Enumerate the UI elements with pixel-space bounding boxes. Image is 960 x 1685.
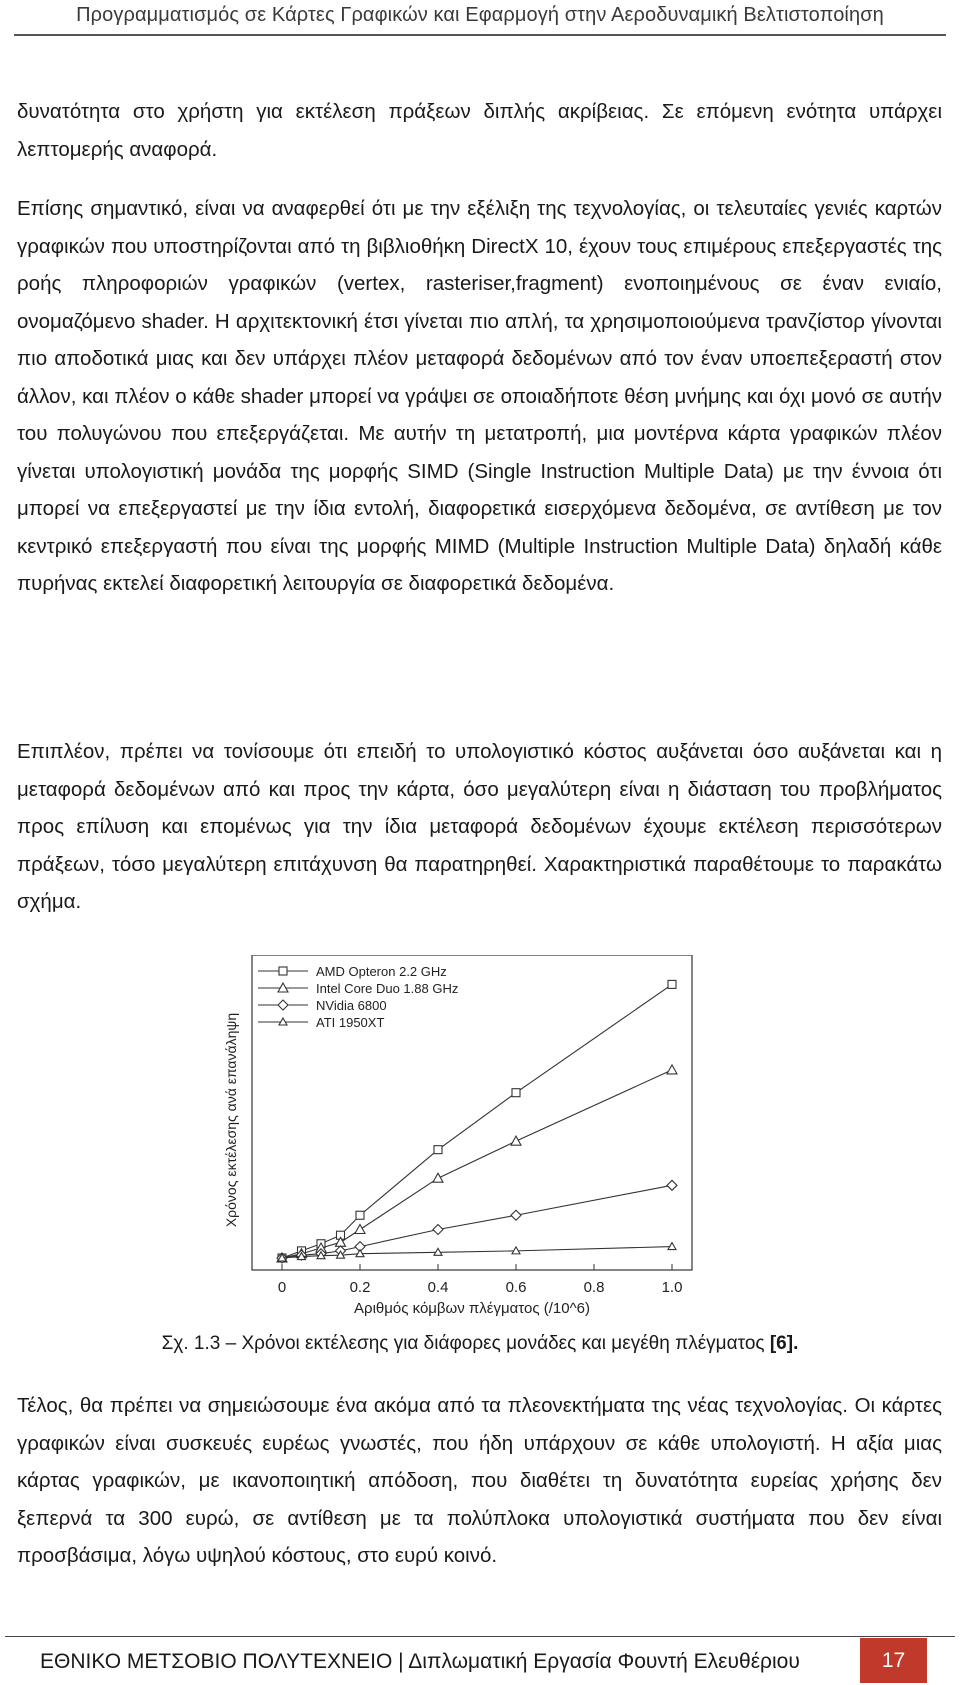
x-tick-label: 0.6	[505, 1279, 527, 1296]
footer-divider	[5, 1636, 955, 1637]
x-tick-label: 0	[277, 1279, 287, 1296]
data-point-square	[279, 967, 287, 975]
data-point-square	[356, 1211, 364, 1219]
series-3	[277, 1180, 677, 1263]
paragraph-1	[17, 93, 942, 168]
caption-reference: [6].	[769, 1333, 799, 1354]
data-point-square	[668, 980, 676, 988]
paragraph-text: Επίσης σημαντικό, είναι να αναφερθεί ότι με την εξέλιξη της τεχνολογίας, οι τελευταίες γενιές καρτών γραφικών που υποστηρίζονται από τη βιβλιοθήκη DirectX 10, έχουν τους επιμέρους επεξεργαστές της ροής πληροφοριών γραφικών (vertex, rasteriser,fragment) ενοποιημένους σε έναν ενιαίο, ονομαζόμενο shader. Η αρχιτεκτονική έτσι γίνεται πιο απλή, τα χρησιμοποιούμενα τρανζίστορ γίνονται πιο αποδοτικά μιας και δεν υπάρχει πλέον μεταφορά δεδομένων από τον έναν υποεπεξεραστή στον άλλον, και πλέον ο κάθε shader μπορεί να γράψει σε οποιαδήποτε θέση μνήμης και όχι μονό σε αυτήν του πολυγώνου που επεξεργάζεται. Με αυτήν τη μετατροπή, μια μοντέρνα κάρτα γραφικών πλέον γίνεται υπολογιστική μονάδα της μορφής SIMD (Single Instruction Multiple Data) με την έννοια ότι μπορεί να επεξεργαστεί με την ίδια εντολή, διαφορετικά εισερχόμενα δεδομένα, σε αντίθεση με τον κεντρικό επεξεργαστή που είναι της μορφής MIMD (Multiple Instruction Multiple Data) δηλαδή κάθε πυρήνας εκτελεί διαφορετική λειτουργία σε διαφορετικά δεδομένα.	[17, 197, 942, 595]
page-number: 17	[860, 1638, 927, 1683]
data-point-triangle	[667, 1065, 677, 1074]
paragraph-text: δυνατότητα στο χρήστη για εκτέλεση πράξεων διπλής ακρίβειας. Σε επόμενη ενότητα υπάρχει λεπτομερής αναφορά.	[17, 100, 942, 161]
legend-entry	[258, 964, 447, 979]
x-tick-label: 0.4	[427, 1279, 449, 1296]
data-point-square	[434, 1146, 442, 1154]
data-point-diamond	[511, 1210, 521, 1220]
legend-label: ATI 1950XT	[316, 1015, 385, 1030]
execution-time-chart	[220, 955, 720, 1325]
paragraph-text: Τέλος, θα πρέπει να σημειώσουμε ένα ακόμα από τα πλεονεκτήματα της νέας τεχνολογίας. Οι κάρτες γραφικών είναι συσκευές ευρέως γνωστές, που ήδη υπάρχουν σε κάθε υπολογιστή. Η αξία μιας κάρτας γραφικών, με ικανοποιητική απόδοση, που διαθέτει τη δυνατότητα ευρείας χρήσης δεν ξεπερνά τα 300 ευρώ, σε αντίθεση με τα πολύπλοκα υπολογιστικά συστήματα που δεν είναι προσβάσιμα, λόγω υψηλού κόστους, στο ευρύ κοινό.	[17, 1394, 942, 1567]
figure-caption	[0, 1333, 960, 1355]
legend-entry	[258, 998, 387, 1013]
page-header	[0, 0, 960, 38]
footer-text: ΕΘΝΙΚΟ ΜΕΤΣΟΒΙΟ ΠΟΛΥΤΕΧΝΕΙΟ | Διπλωματική Εργασία Φουντή Ελευθέριου	[40, 1650, 800, 1673]
legend-label: NVidia 6800	[316, 998, 387, 1013]
x-tick-label: 0.8	[583, 1279, 605, 1296]
y-axis-label: Χρόνος εκτέλεσης ανά επανάληψη	[223, 1012, 239, 1228]
chart-svg	[220, 955, 720, 1325]
x-axis-label: Αριθμός κόμβων πλέγματος (/10^6)	[354, 1300, 590, 1317]
legend-label: AMD Opteron 2.2 GHz	[316, 964, 447, 979]
paragraph-3	[17, 733, 942, 921]
x-tick-label: 1.0	[661, 1279, 683, 1296]
paragraph-2	[17, 190, 942, 603]
data-point-triangle	[433, 1173, 443, 1182]
paragraph-text: Επιπλέον, πρέπει να τονίσουμε ότι επειδή το υπολογιστικό κόστος αυξάνεται όσο αυξάνεται και η μεταφορά δεδομένων από και προς την κάρτα, όσο μεγαλύτερη είναι η διάσταση του προβλήματος προς επίλυση και επομένως για την ίδια μεταφορά δεδομένων έχουμε εκτέλεση περισσότερων πράξεων, τόσο μεγαλύτερη επιτάχυνση θα παρατηρηθεί. Χαρακτηριστικά παραθέτουμε το παρακάτω σχήμα.	[17, 740, 942, 913]
legend-label: Intel Core Duo 1.88 GHz	[316, 981, 459, 996]
data-point-small-triangle	[668, 1243, 676, 1250]
data-point-diamond	[667, 1180, 677, 1190]
data-point-triangle	[511, 1136, 521, 1145]
data-point-square	[512, 1089, 520, 1097]
caption-text: Σχ. 1.3 – Χρόνοι εκτέλεσης για διάφορες μονάδες και μεγέθη πλέγματος	[161, 1333, 770, 1354]
legend-entry	[258, 1015, 384, 1030]
legend-entry	[258, 981, 458, 996]
paragraph-4	[17, 1387, 942, 1575]
running-title: Προγραμματισμός σε Κάρτες Γραφικών και Εφαρμογή στην Αεροδυναμική Βελτιστοποίηση	[76, 4, 884, 26]
data-point-diamond	[433, 1225, 443, 1235]
data-point-triangle	[355, 1225, 365, 1234]
data-point-diamond	[278, 1000, 288, 1010]
page-footer	[0, 1625, 960, 1685]
series-line	[282, 1070, 672, 1258]
x-tick-label: 0.2	[349, 1279, 371, 1296]
header-divider	[14, 34, 946, 36]
